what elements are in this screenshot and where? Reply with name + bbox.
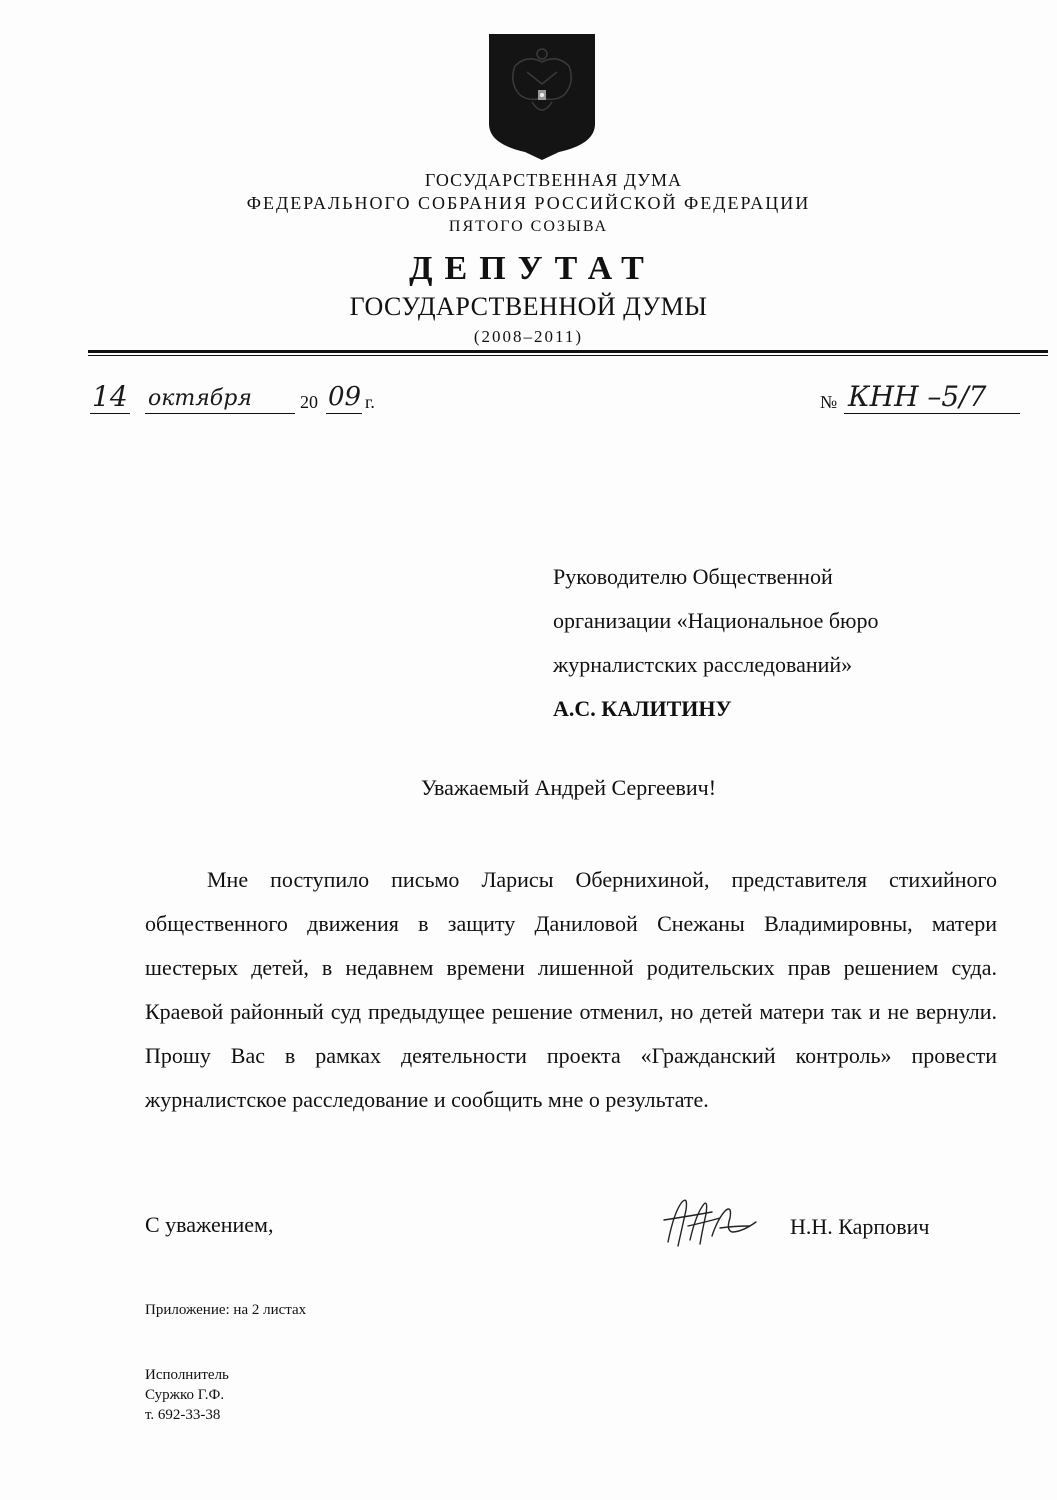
- letterhead-subtitle: ГОСУДАРСТВЕННОЙ ДУМЫ: [349, 292, 708, 321]
- reference-sign: №: [820, 392, 838, 412]
- addressee-line-1: Руководителю Общественной: [553, 564, 833, 589]
- header-rule-thin: [88, 355, 1048, 356]
- letter-body: Мне поступило письмо Ларисы Обернихиной, представителя стихийного общественного движения в защиту Даниловой Снежаны Владимировны, матери шестерых детей, в недавнем времени лишенной родительских прав решением суда. Краевой районный суд предыдущее решение отменил, но детей матери так и не вернули. Прошу Вас в рамках деятельности проекта «Гражданский контроль» провести журналистское расследование и сообщить мне о результате.: [145, 867, 997, 1112]
- executor-name: Суржко Г.Ф.: [145, 1387, 225, 1403]
- closing-phrase: С уважением,: [145, 1212, 274, 1237]
- addressee-line-3: журналистских расследований»: [553, 652, 853, 677]
- executor-phone: т. 692-33-38: [145, 1407, 221, 1423]
- reference-underline: [844, 413, 1020, 414]
- date-year-mark: г.: [365, 392, 375, 412]
- signer-name: Н.Н. Карпович: [790, 1214, 930, 1239]
- letterhead-term: (2008–2011): [473, 327, 584, 346]
- header-line-2: ФЕДЕРАЛЬНОГО СОБРАНИЯ РОССИЙСКОЙ ФЕДЕРАЦИИ: [246, 193, 811, 213]
- header-line-1: ГОСУДАРСТВЕННАЯ ДУМА: [424, 170, 683, 190]
- header-rule-thick: [88, 350, 1048, 353]
- reference-number-field: [820, 380, 1020, 420]
- coat-of-arms-emblem: [487, 32, 597, 160]
- date-month: октября: [148, 386, 252, 411]
- date-year-prefix: 20: [300, 392, 318, 412]
- header-line-3: ПЯТОГО СОЗЫВА: [448, 218, 609, 235]
- salutation: Уважаемый Андрей Сергеевич!: [420, 775, 717, 800]
- addressee-block: [553, 555, 1013, 731]
- handwritten-signature: [660, 1192, 760, 1252]
- executor-label: Исполнитель: [145, 1367, 229, 1383]
- executor-block: [145, 1365, 229, 1425]
- reference-number: КНН –5/7: [848, 380, 987, 413]
- date-month-underline: [145, 413, 295, 414]
- date-year-underline: [326, 413, 362, 414]
- date-year-suffix: 09: [328, 382, 362, 412]
- addressee-line-2: организации «Национальное бюро: [553, 608, 879, 633]
- date-day: 14: [92, 380, 128, 413]
- letterhead-title: ДЕПУТАТ: [409, 250, 656, 287]
- attachment-note: Приложение: на 2 листах: [145, 1302, 307, 1318]
- date-field: [90, 380, 410, 420]
- addressee-name: А.С. КАЛИТИНУ: [553, 696, 732, 721]
- date-day-underline: [90, 413, 130, 414]
